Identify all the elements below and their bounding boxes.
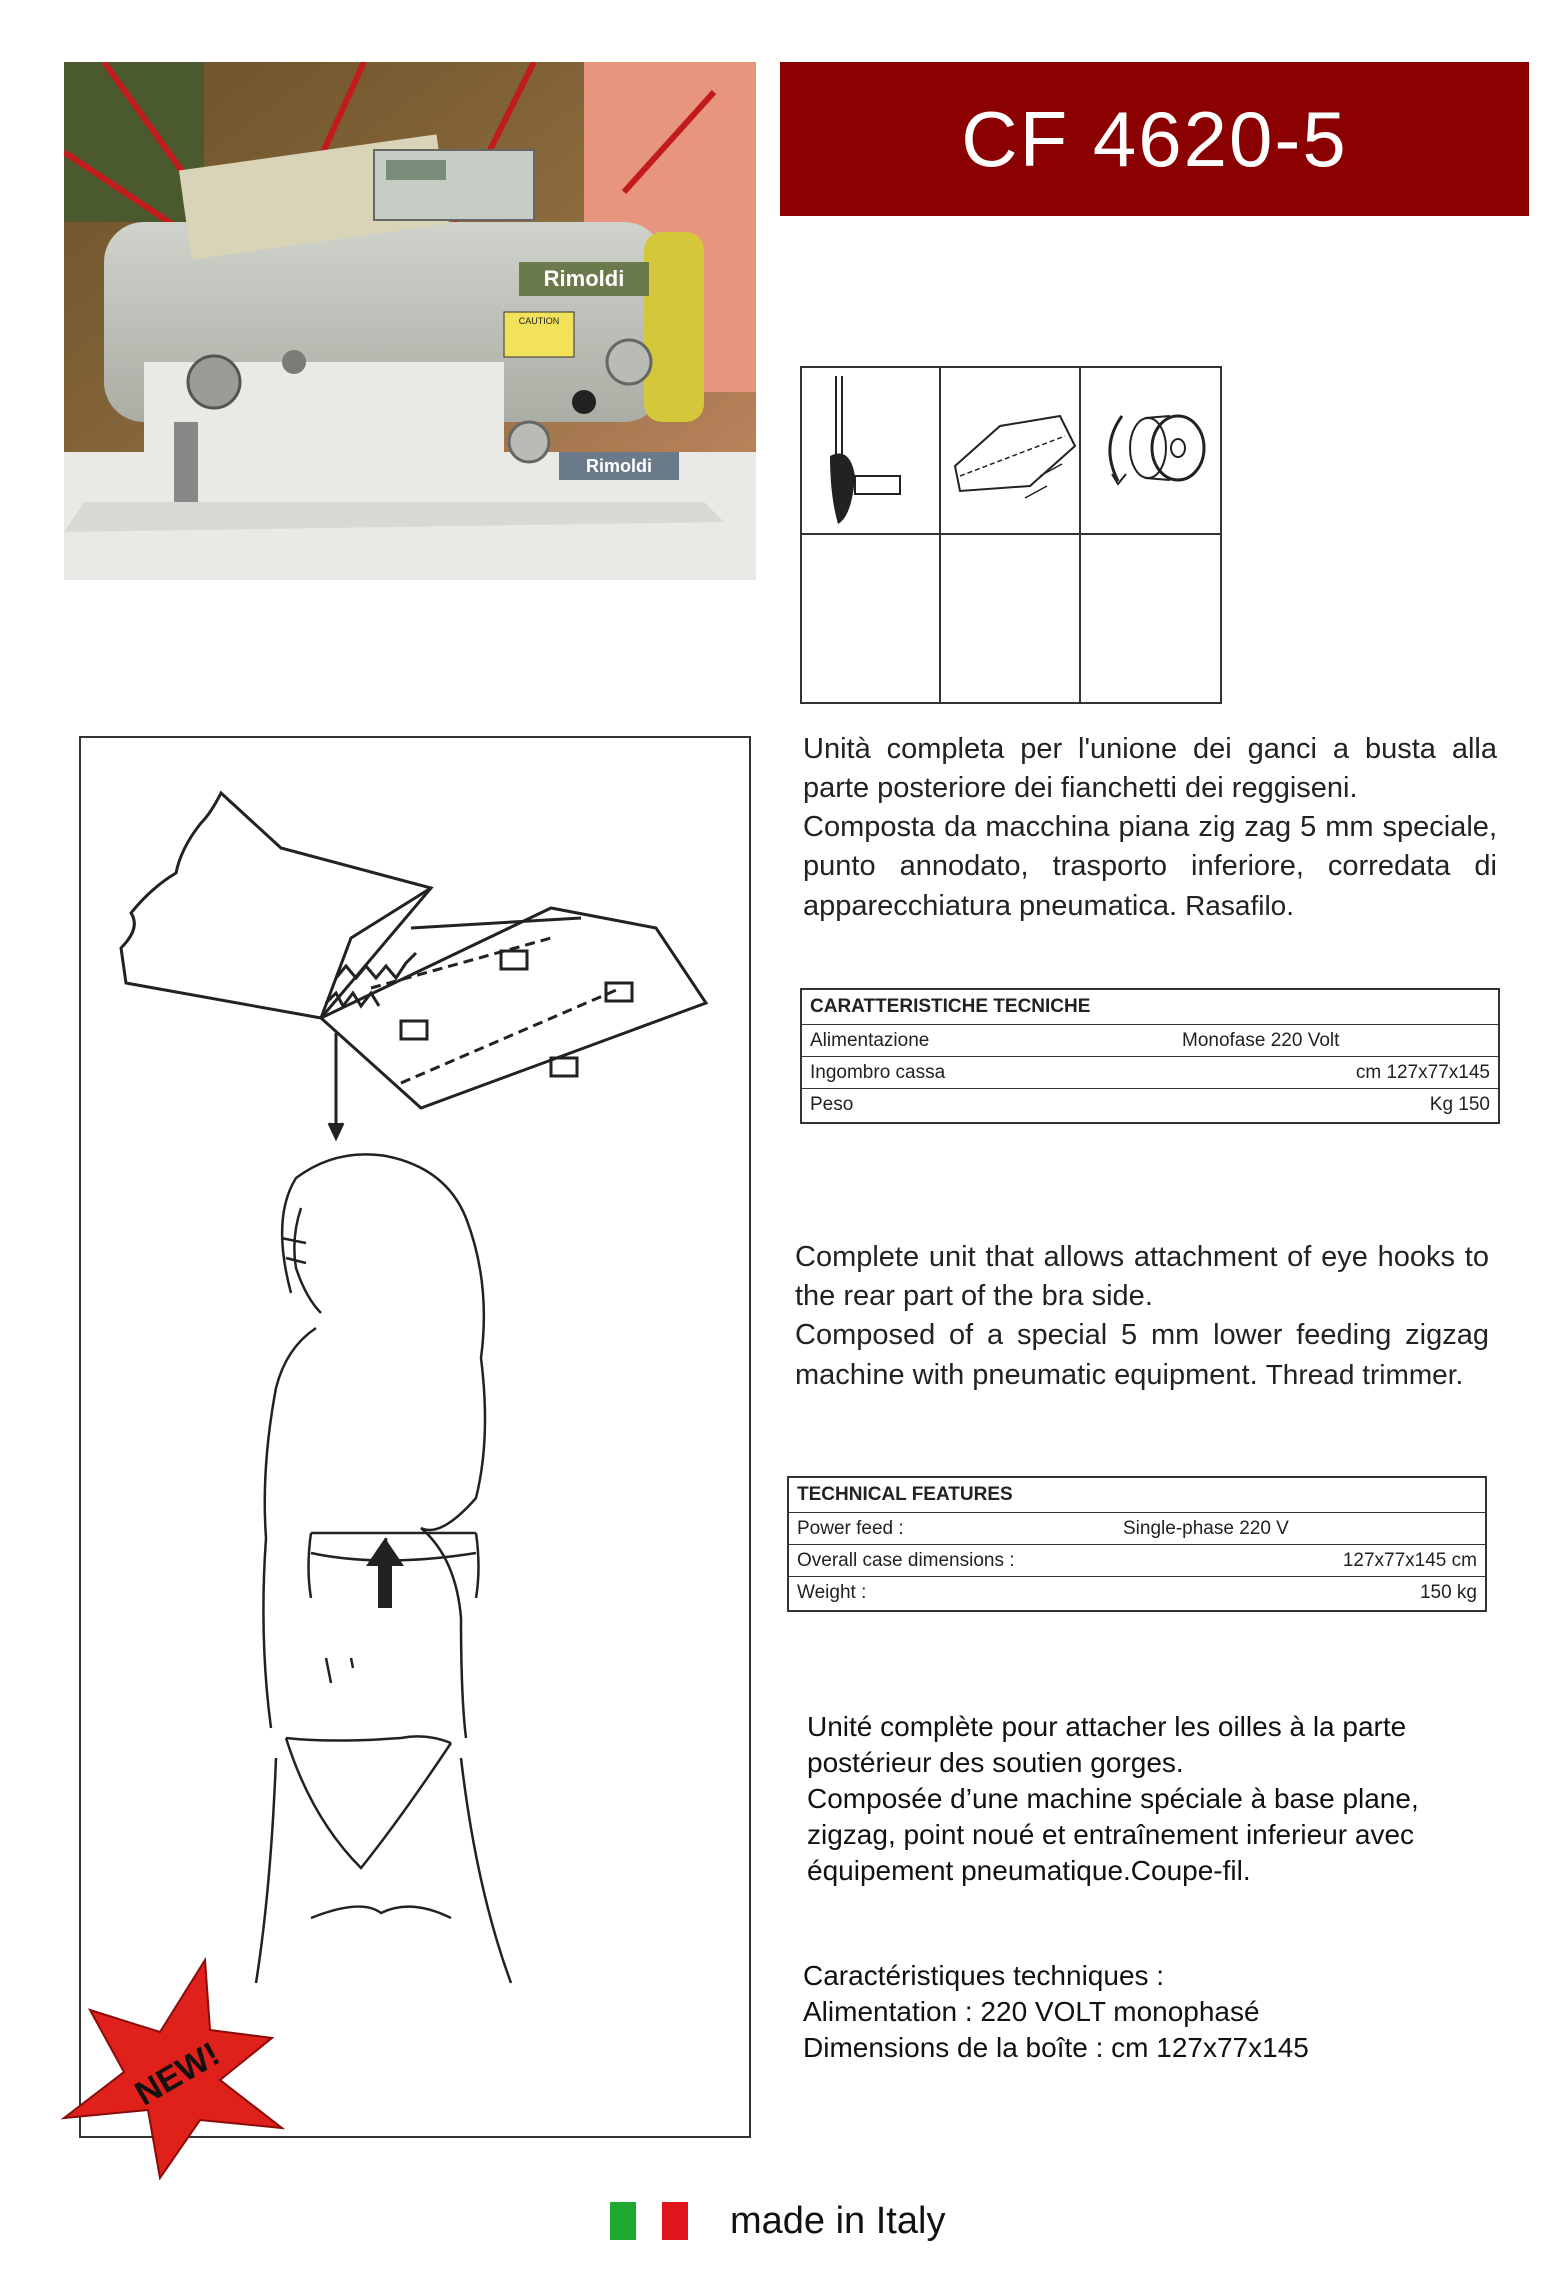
french-specs-power: Alimentation : 220 VOLT monophasé (803, 1996, 1260, 2027)
english-spec-value-weight: 150 kg (1419, 1581, 1477, 1603)
machine-photo (64, 62, 756, 580)
italian-spec-label-weight: Peso (810, 1093, 854, 1115)
illustration-frame (79, 736, 751, 2138)
italian-description-trimmer: Rasafilo. (1185, 890, 1295, 921)
italian-spec-value-dimensions: cm 127x77x145 (1355, 1061, 1490, 1083)
english-spec-title: TECHNICAL FEATURES (797, 1484, 1013, 1505)
french-description-line-1: Unité complète pour attacher les oilles à la parte postérieur des soutien gorges. (807, 1711, 1407, 1778)
brand-label-2: Rimoldi (586, 456, 652, 476)
french-description-line-2: Composée d’une machine spéciale à base plane, zigzag, point noué et entraînement inferieur avec équipement pneumatique.Coupe-fil. (807, 1783, 1419, 1886)
italian-spec-value-weight: Kg 150 (1429, 1093, 1490, 1115)
english-spec-label-power: Power feed : (797, 1517, 904, 1539)
made-in-italy (610, 2196, 945, 2246)
italian-spec-label-dimensions: Ingombro cassa (810, 1061, 946, 1083)
italian-spec-table (800, 988, 1500, 1124)
made-in-italy-text: made in Italy (730, 2199, 946, 2242)
flag-green-icon (610, 2202, 636, 2240)
english-spec-label-dimensions: Overall case dimensions : (797, 1549, 1015, 1571)
needle-hook-icon (830, 376, 900, 524)
italian-spec-title: CARATTERISTICHE TECNICHE (810, 996, 1091, 1017)
new-badge (60, 1950, 290, 2180)
english-description-trimmer: Thread trimmer. (1265, 1359, 1464, 1390)
french-specs-dimensions: Dimensions de la boîte : cm 127x77x145 (803, 2032, 1309, 2063)
italian-description-line-1: Unità completa per l'unione dei ganci a busta alla parte posteriore dei fianchetti dei reggiseni. (803, 733, 1497, 804)
brand-label: Rimoldi (543, 266, 625, 291)
english-description (795, 1238, 1489, 1395)
french-specs-title: Caractéristiques techniques : (803, 1960, 1165, 1991)
italian-spec-label-power: Alimentazione (810, 1029, 930, 1051)
new-badge-text: NEW! (128, 2035, 227, 2114)
model-title-banner (780, 62, 1529, 216)
english-spec-label-weight: Weight : (797, 1581, 867, 1603)
french-specs (803, 1958, 1503, 2066)
flag-red-icon (662, 2202, 688, 2240)
english-description-line-1: Complete unit that allows attachment of eye hooks to the rear part of the bra side. (795, 1241, 1489, 1312)
italian-description-line-2: Composta da macchina piana zig zag 5 mm speciale, punto annodato, trasporto inferiore, corredata di apparecchiatura pneumatica. (803, 811, 1497, 922)
italian-spec-value-power: Monofase 220 Volt (1182, 1029, 1340, 1051)
english-spec-table (787, 1476, 1487, 1612)
model-title: CF 4620-5 (961, 94, 1348, 183)
sewing-symbol-grid (800, 366, 1222, 704)
woman-back-drawing (256, 1154, 511, 1983)
caution-label: CAUTION (518, 316, 560, 326)
fabric-stitch-icon (955, 416, 1075, 498)
thread-spool-icon (1110, 416, 1204, 484)
english-spec-value-power: Single-phase 220 V (1123, 1517, 1289, 1539)
english-spec-value-dimensions: 127x77x145 cm (1342, 1549, 1477, 1571)
italian-description (803, 730, 1497, 926)
english-description-line-2: Composed of a special 5 mm lower feeding zigzag machine with pneumatic equipment. (795, 1319, 1489, 1391)
hook-band-drawing (121, 793, 706, 1138)
flag-white-icon (636, 2202, 662, 2240)
french-description (807, 1709, 1507, 1889)
